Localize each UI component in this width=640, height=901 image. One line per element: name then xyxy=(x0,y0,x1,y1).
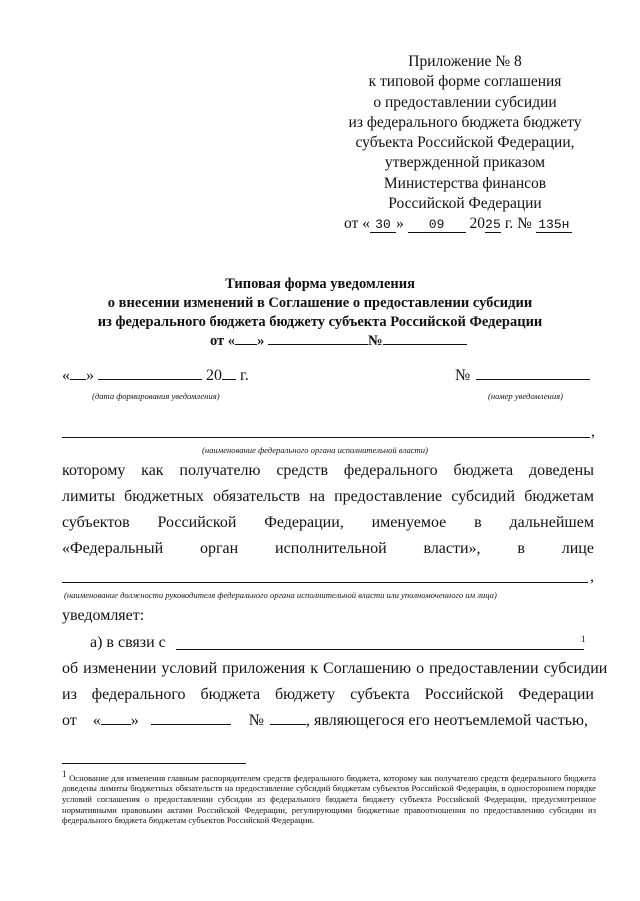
word: орган xyxy=(199,540,239,557)
form-subtitle-2: из федерального бюджета бюджету субъекта Российской Федерации xyxy=(97,314,543,330)
appendix-line: Российской Федерации xyxy=(388,195,542,213)
word: власти», xyxy=(423,540,481,557)
word: доведены xyxy=(528,462,594,479)
para2-ot: от xyxy=(62,712,77,729)
word: в xyxy=(474,514,482,531)
order-day: 30 xyxy=(370,217,396,233)
word: лимиты xyxy=(62,488,115,505)
word: Российской xyxy=(424,686,504,703)
para2-close: » xyxy=(130,712,139,729)
word: бюджету xyxy=(275,686,336,703)
head-name-blank[interactable] xyxy=(62,582,588,583)
form-subtitle-1: о внесении изменений в Соглашение о предоставлении субсидии xyxy=(107,295,533,311)
word: федерального xyxy=(91,686,186,703)
appendix-block xyxy=(330,52,600,235)
notice-date-line xyxy=(62,367,249,385)
word: субъекта xyxy=(350,686,410,703)
notice-number-sign: № xyxy=(455,367,471,384)
paragraph-2-line-1: об изменении условий приложения к Соглашению о предоставлении субсидии xyxy=(62,660,608,677)
order-date-line xyxy=(330,214,600,234)
order-number: 135н xyxy=(536,217,572,233)
word: получателю xyxy=(179,462,261,479)
paragraph-1-line-2 xyxy=(62,488,594,506)
paragraph-1-line-4 xyxy=(62,540,594,558)
word: Российской xyxy=(157,514,237,531)
authority-name-blank[interactable] xyxy=(62,437,590,438)
order-date-prefix: от « xyxy=(344,215,370,233)
paragraph-2-line-3 xyxy=(62,712,594,730)
paragraph-1-line-1 xyxy=(62,462,594,480)
form-title: Типовая форма уведомления xyxy=(225,276,415,292)
order-month: 09 xyxy=(408,217,466,233)
agreement-month-blank[interactable] xyxy=(268,332,368,345)
notice-date-close: » xyxy=(86,367,94,384)
date-caption: (дата формирования уведомления) xyxy=(92,391,220,401)
footnote-mark: 1 xyxy=(62,769,67,779)
appendix-line: субъекта Российской Федерации, xyxy=(355,134,575,152)
footnote-separator xyxy=(62,763,246,764)
notice-number-line xyxy=(455,367,590,385)
appendix-line: к типовой форме соглашения xyxy=(368,73,562,91)
word: как xyxy=(141,462,164,479)
word: из xyxy=(62,686,77,703)
order-year-suffix: г. № xyxy=(504,215,532,233)
footnote xyxy=(62,769,596,826)
authority-comma: , xyxy=(591,423,595,440)
word: федерального xyxy=(343,462,438,479)
agreement-date-line xyxy=(210,332,490,351)
notice-year-blank[interactable] xyxy=(222,367,236,380)
order-year-prefix: 20 xyxy=(469,215,485,233)
word: средств xyxy=(276,462,329,479)
word: именуемое xyxy=(371,514,447,531)
para2-number-sign: № xyxy=(248,712,265,729)
word: исполнительной xyxy=(275,540,387,557)
notice-number-blank[interactable] xyxy=(476,367,590,380)
footnote-text: Основание для изменения главным распорядителем средств федерального бюджета, которому как получателю средств федерального бюджета доведены лимиты бюджетных обязательств на предоставление субсидий бюджетам субъектов Российской Федерации, в одностороннем порядке условий соглашения о предоставлении субсидии из федерального бюджета бюджету субъекта Российской Федерации, предусмотренное нормативными правовыми актами Российской Федерации, регулирующими бюджетные правоотношения по предоставлению субсидии из федерального бюджета бюджетам субъектов Российской Федерации. xyxy=(62,772,596,826)
appendix-line: Министерства финансов xyxy=(383,174,547,192)
word: лице xyxy=(561,540,594,557)
word: Федерации, xyxy=(264,514,344,531)
word: «Федеральный xyxy=(62,540,164,557)
appendix-line: Приложение № 8 xyxy=(408,53,522,70)
agreement-number-blank[interactable] xyxy=(383,332,467,345)
head-comma: , xyxy=(590,568,594,585)
notifies-label: уведомляет: xyxy=(62,607,145,624)
word: обязательств xyxy=(212,488,301,505)
item-a-label: а) в связи с xyxy=(90,634,166,651)
notice-month-blank[interactable] xyxy=(98,367,202,380)
order-year: 25 xyxy=(485,217,501,233)
agreement-day-blank[interactable] xyxy=(235,332,257,345)
word: субъектов xyxy=(62,514,130,531)
paragraph-1-line-3 xyxy=(62,514,594,532)
agreement-number-sign: № xyxy=(367,333,383,349)
para2-day-blank[interactable] xyxy=(101,712,131,725)
notice-year-prefix: 20 xyxy=(206,367,222,384)
agreement-date-mid: » xyxy=(257,333,265,349)
word: бюджетных xyxy=(124,488,204,505)
word: Федерации xyxy=(518,686,594,703)
word: бюджета xyxy=(453,462,514,479)
order-quote-close: » xyxy=(395,215,404,233)
notice-day-blank[interactable] xyxy=(70,367,86,380)
word: которому xyxy=(62,462,126,479)
item-a-reason-blank[interactable] xyxy=(176,649,584,650)
appendix-line: утвержденной приказом xyxy=(384,154,546,172)
word: предоставление xyxy=(334,488,443,505)
footnote-ref: 1 xyxy=(581,634,586,644)
word: субсидий xyxy=(451,488,516,505)
notice-date-open: « xyxy=(62,367,70,384)
word: бюджета xyxy=(200,686,261,703)
appendix-line: о предоставлении субсидии xyxy=(373,93,557,111)
paragraph-2-line-2 xyxy=(62,686,594,704)
word: дальнейшем xyxy=(509,514,594,531)
para2-month-blank[interactable] xyxy=(151,712,231,725)
word: в xyxy=(517,540,525,557)
appendix-line: из федерального бюджета бюджету xyxy=(348,113,582,131)
para2-open: « xyxy=(92,712,101,729)
para2-number-blank[interactable] xyxy=(270,712,306,725)
word: бюджетам xyxy=(524,488,594,505)
para2-tail: , являющегося его неотъемлемой частью, xyxy=(306,712,588,729)
authority-caption: (наименование федерального органа исполнительной власти) xyxy=(202,445,428,455)
notice-year-suffix: г. xyxy=(240,367,249,384)
agreement-date-prefix: от « xyxy=(210,333,236,349)
word: на xyxy=(309,488,325,505)
head-caption: (наименование должности руководителя федерального органа исполнительной власти или уполномоченного им лица) xyxy=(64,590,497,600)
number-caption: (номер уведомления) xyxy=(488,391,563,401)
